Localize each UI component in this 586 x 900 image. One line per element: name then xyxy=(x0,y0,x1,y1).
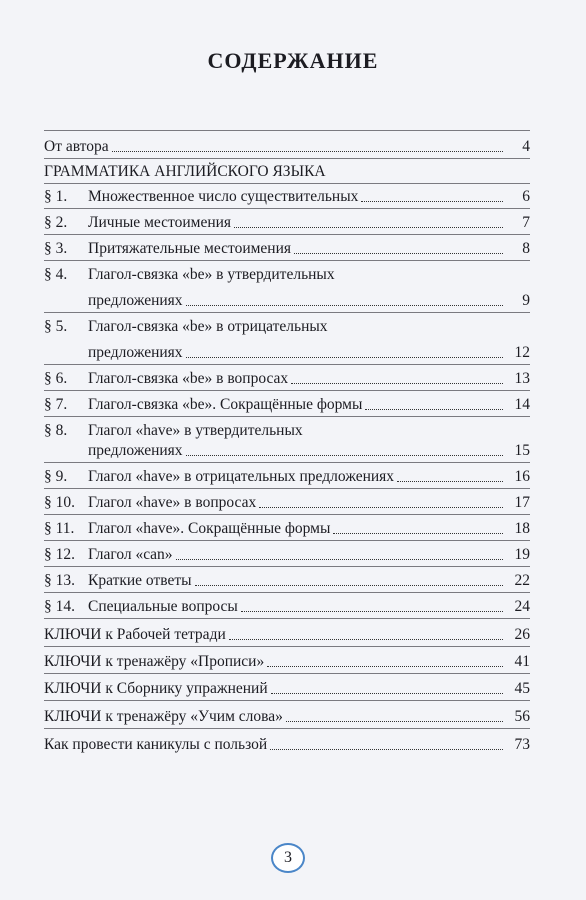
toc-entry[interactable] xyxy=(44,240,530,258)
page-title: СОДЕРЖАНИЕ xyxy=(207,48,379,73)
toc-entry[interactable] xyxy=(44,344,530,362)
divider xyxy=(44,618,530,619)
toc-entry[interactable] xyxy=(44,370,530,388)
page-ref: 73 xyxy=(514,736,530,753)
section-number: § 10. xyxy=(44,494,75,511)
entry-label: КЛЮЧИ к Рабочей тетради xyxy=(44,626,226,643)
page-ref: 8 xyxy=(522,240,530,257)
section-number: § 3. xyxy=(44,240,68,257)
divider xyxy=(44,234,530,235)
entry-label: Личные местоимения xyxy=(88,214,232,231)
section-number: § 5. xyxy=(44,318,68,335)
entry-label: Глагол «have» в утвердительных xyxy=(88,422,303,439)
toc-entry[interactable] xyxy=(44,396,530,414)
toc-entry[interactable] xyxy=(44,214,530,232)
toc-entry[interactable] xyxy=(44,653,530,671)
toc-entry[interactable] xyxy=(44,708,530,726)
entry-label-continued: предложениях xyxy=(88,292,183,309)
page-ref: 41 xyxy=(514,653,530,670)
page-ref: 24 xyxy=(514,598,530,615)
section-number: § 2. xyxy=(44,214,68,231)
page-ref: 19 xyxy=(514,546,530,563)
entry-label: Глагол-связка «be» в вопросах xyxy=(88,370,289,387)
dot-leader xyxy=(234,227,503,228)
page-ref: 12 xyxy=(514,344,530,361)
divider xyxy=(44,130,530,131)
page-ref: 26 xyxy=(514,626,530,643)
dot-leader xyxy=(286,721,503,722)
page-ref: 14 xyxy=(514,396,530,413)
toc-entry[interactable] xyxy=(44,572,530,590)
divider xyxy=(44,514,530,515)
dot-leader xyxy=(186,357,503,358)
dot-leader xyxy=(186,455,503,456)
toc-entry[interactable] xyxy=(44,598,530,616)
entry-label-continued: предложениях xyxy=(88,344,183,361)
toc-entry-first-line[interactable] xyxy=(44,318,328,336)
section-number: § 6. xyxy=(44,370,68,387)
toc-entry[interactable] xyxy=(44,520,530,538)
divider xyxy=(44,462,530,463)
dot-leader xyxy=(259,507,503,508)
entry-label: От автора xyxy=(44,138,109,155)
divider xyxy=(44,700,530,701)
dot-leader xyxy=(241,611,503,612)
dot-leader xyxy=(112,151,503,152)
page-ref: 15 xyxy=(514,442,530,459)
divider xyxy=(44,183,530,184)
toc-entry[interactable] xyxy=(44,188,530,206)
toc-entry-first-line[interactable] xyxy=(44,422,303,440)
dot-leader xyxy=(270,749,503,750)
dot-leader xyxy=(291,383,503,384)
page-ref: 13 xyxy=(514,370,530,387)
page-ref: 56 xyxy=(514,708,530,725)
divider xyxy=(44,540,530,541)
dot-leader xyxy=(333,533,503,534)
entry-label: Притяжательные местоимения xyxy=(88,240,292,257)
toc-entry[interactable] xyxy=(44,680,530,698)
divider xyxy=(44,673,530,674)
entry-label: Множественное число существительных xyxy=(88,188,359,205)
entry-label: Как провести каникулы с пользой xyxy=(44,736,268,753)
page-ref: 6 xyxy=(522,188,530,205)
toc-entry[interactable] xyxy=(44,292,530,310)
entry-label: Специальные вопросы xyxy=(88,598,238,615)
page-ref: 4 xyxy=(522,138,530,155)
dot-leader xyxy=(271,693,503,694)
page-ref: 16 xyxy=(514,468,530,485)
section-number: § 14. xyxy=(44,598,75,615)
section-number: § 12. xyxy=(44,546,75,563)
divider xyxy=(44,646,530,647)
toc-entry-first-line[interactable] xyxy=(44,266,335,284)
divider xyxy=(44,728,530,729)
page-number-badge: 3 xyxy=(271,843,305,873)
entry-label: Глагол-связка «be» в отрицательных xyxy=(88,318,328,335)
entry-label-continued: предложениях xyxy=(88,442,183,459)
section-number: § 4. xyxy=(44,266,68,283)
divider xyxy=(44,566,530,567)
section-heading: ГРАММАТИКА АНГЛИЙСКОГО ЯЗЫКА xyxy=(44,163,326,180)
divider xyxy=(44,416,530,417)
page-ref: 18 xyxy=(514,520,530,537)
page-ref: 9 xyxy=(522,292,530,309)
toc-entry-author[interactable] xyxy=(44,138,530,156)
dot-leader xyxy=(186,305,503,306)
entry-label: Глагол-связка «be». Сокращённые формы xyxy=(88,396,363,413)
toc-entry[interactable] xyxy=(44,468,530,486)
section-number: § 8. xyxy=(44,422,68,439)
section-number: § 9. xyxy=(44,468,68,485)
divider xyxy=(44,364,530,365)
entry-label: Глагол-связка «be» в утвердительных xyxy=(88,266,335,283)
entry-label: КЛЮЧИ к тренажёру «Учим слова» xyxy=(44,708,283,725)
dot-leader xyxy=(365,409,503,410)
section-number: § 11. xyxy=(44,520,75,537)
divider xyxy=(44,158,530,159)
page-ref: 17 xyxy=(514,494,530,511)
divider xyxy=(44,488,530,489)
page-ref: 22 xyxy=(514,572,530,589)
page-ref: 45 xyxy=(514,680,530,697)
divider xyxy=(44,208,530,209)
dot-leader xyxy=(294,253,503,254)
toc-entry[interactable] xyxy=(44,546,530,564)
section-number: § 13. xyxy=(44,572,75,589)
entry-label: КЛЮЧИ к тренажёру «Прописи» xyxy=(44,653,265,670)
dot-leader xyxy=(361,201,503,202)
toc-entry[interactable] xyxy=(44,442,530,460)
page-ref: 7 xyxy=(522,214,530,231)
section-number: § 7. xyxy=(44,396,68,413)
dot-leader xyxy=(229,639,503,640)
divider xyxy=(44,312,530,313)
entry-label: Краткие ответы xyxy=(88,572,192,589)
entry-label: КЛЮЧИ к Сборнику упражнений xyxy=(44,680,268,697)
dot-leader xyxy=(176,559,503,560)
toc-entry[interactable] xyxy=(44,736,530,754)
divider xyxy=(44,592,530,593)
entry-label: Глагол «have». Сокращённые формы xyxy=(88,520,331,537)
entry-label: Глагол «have» в вопросах xyxy=(88,494,257,511)
entry-label: Глагол «have» в отрицательных предложениях xyxy=(88,468,395,485)
divider xyxy=(44,390,530,391)
dot-leader xyxy=(195,585,503,586)
toc-entry[interactable] xyxy=(44,494,530,512)
divider xyxy=(44,260,530,261)
section-number: § 1. xyxy=(44,188,68,205)
dot-leader xyxy=(267,666,503,667)
toc-entry[interactable] xyxy=(44,626,530,644)
entry-label: Глагол «can» xyxy=(88,546,173,563)
dot-leader xyxy=(397,481,503,482)
